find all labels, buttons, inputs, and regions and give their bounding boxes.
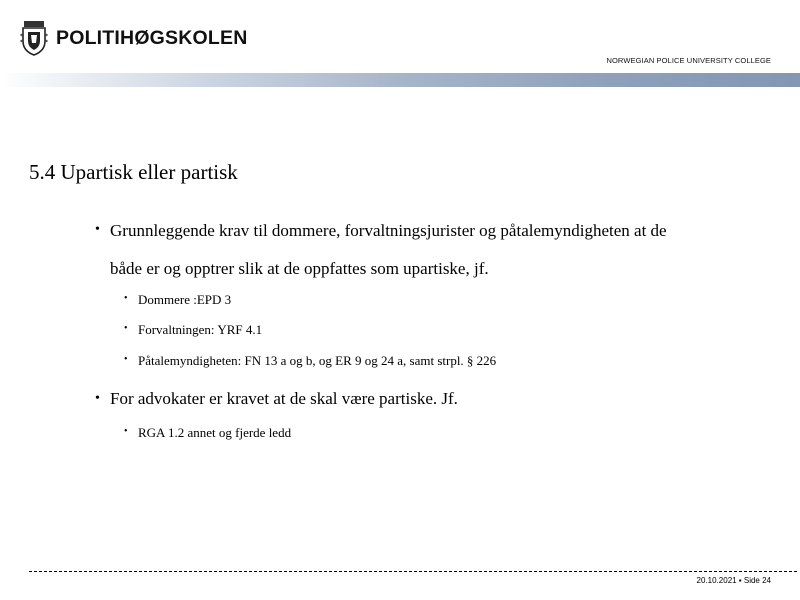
logo-text: POLITIHØGSKOLEN bbox=[56, 26, 248, 49]
bullet-text-2: For advokater er kravet at de skal være partiske. Jf. bbox=[110, 389, 458, 408]
sub-bullet-icon: • bbox=[124, 323, 128, 334]
sub-bullet-icon: • bbox=[124, 293, 128, 304]
footer-divider bbox=[29, 571, 797, 572]
footer-date-page: 20.10.2021 ▪ Side 24 bbox=[696, 576, 771, 585]
sub-bullet-text: Forvaltningen: YRF 4.1 bbox=[138, 322, 263, 337]
bullet-text-1b: både er og opptrer slik at de oppfattes som upartiske, jf. bbox=[110, 259, 489, 278]
bullet-text-1a: Grunnleggende krav til dommere, forvaltningsjurister og påtalemyndigheten at de bbox=[110, 221, 667, 240]
sub-bullet-text: Dommere :EPD 3 bbox=[138, 292, 232, 307]
slide-title: 5.4 Upartisk eller partisk bbox=[29, 160, 238, 184]
coat-of-arms-icon bbox=[20, 19, 48, 57]
sub-bullet-icon: • bbox=[124, 426, 128, 437]
sub-bullet-text: RGA 1.2 annet og fjerde ledd bbox=[138, 425, 292, 440]
bullet-icon: • bbox=[95, 222, 100, 237]
header-gradient-band bbox=[0, 73, 800, 87]
college-name: NORWEGIAN POLICE UNIVERSITY COLLEGE bbox=[606, 56, 771, 65]
sub-bullet-icon: • bbox=[124, 354, 128, 365]
sub-bullet-text: Påtalemyndigheten: FN 13 a og b, og ER 9 og 24 a, samt strpl. § 226 bbox=[138, 353, 497, 368]
institution-logo bbox=[20, 18, 248, 58]
bullet-icon: • bbox=[95, 391, 100, 406]
